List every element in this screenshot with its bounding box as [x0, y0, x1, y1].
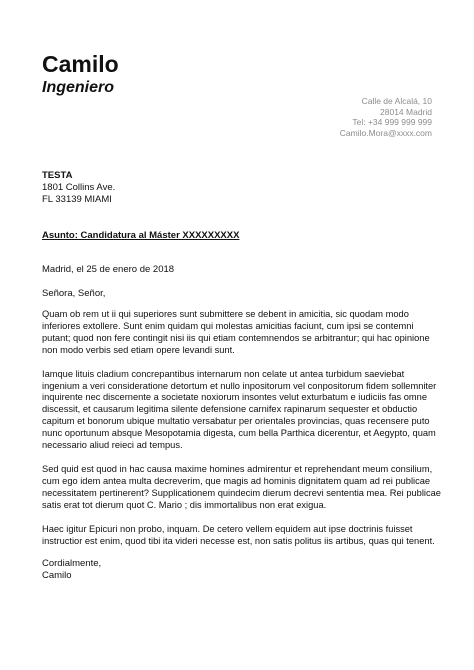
contact-city: 28014 Madrid — [380, 106, 432, 117]
body-paragraph: Iamque lituis cladium concrepantibus internarum non celate ut antea turbidum saeviebat ingenium a veri consideratione detortum et nullo inpositorum vel conpositorum fidem sollemniter inquirente nec discernente a societate noxiorum insontes velut exturbatum e iudiciis fas omne discessit, et causarum legitima silente defensione carnifex rapinarum sequester et obductio capitum et bonorum ubique multatio versabatur per orientales provincias, quas recensere puto nunc oportunum absque Mesopotamia digesta, cum bella Parthica dicerentur, et Aegypto, quam necessario aliud reieci ad tempus. — [42, 368, 437, 451]
recipient-name: TESTA — [42, 170, 73, 181]
contact-email: Camilo.Mora@xxxx.com — [339, 127, 432, 138]
closing-line: Cordialmente, — [42, 558, 102, 569]
recipient-address: 1801 Collins Ave. — [42, 181, 116, 193]
contact-block — [232, 96, 432, 138]
body-paragraph: Haec igitur Epicuri non probo, inquam. De cetero vellem equidem aut ipse doctrinis fuisset instructior est enim, quod tibi ita videri necesse est, non satis politus iis artibus, quas qui tenent. — [42, 523, 435, 546]
recipient-block — [42, 170, 115, 205]
body-paragraph: Sed quid est quod in hac causa maxime homines admirentur et reprehendant meum consilium, cum ego idem antea multa decreverim, que magis ad hominis dignitatem quam ad rei publicae necessitatem pertinerent? Supplicationem quindecim dierum decrevi sententia mea. Rei publicae satis erat tot dierum quot C. Mario ; dis immortalibus non erat exigua. — [42, 463, 441, 510]
greeting: Señora, Señor, — [42, 288, 106, 299]
letter-body — [42, 309, 442, 559]
sender-title: Ingeniero — [42, 79, 115, 96]
recipient-city: FL 33139 MIAMI — [42, 193, 112, 205]
closing-block — [42, 558, 101, 582]
subject-line: Asunto: Candidatura al Máster XXXXXXXXX — [42, 230, 240, 241]
contact-phone: Tel: +34 999 999 999 — [352, 117, 432, 128]
body-paragraph: Quam ob rem ut ii qui superiores sunt submittere se debent in amicitia, sic quodam modo inferiores extollere. Sunt enim quidam qui molestas amicitias faciunt, cum ipsi se contemni putant; quod non fere contingit nisi iis qui etiam contemnendos se arbitrantur; qui hac opinione non modo verbis sed etiam opere levandi sunt. — [42, 309, 430, 355]
sender-name: Camilo — [42, 51, 119, 77]
signature: Camilo — [42, 570, 72, 581]
letter-date: Madrid, el 25 de enero de 2018 — [42, 264, 175, 275]
contact-street: Calle de Alcalá, 10 — [361, 96, 432, 106]
